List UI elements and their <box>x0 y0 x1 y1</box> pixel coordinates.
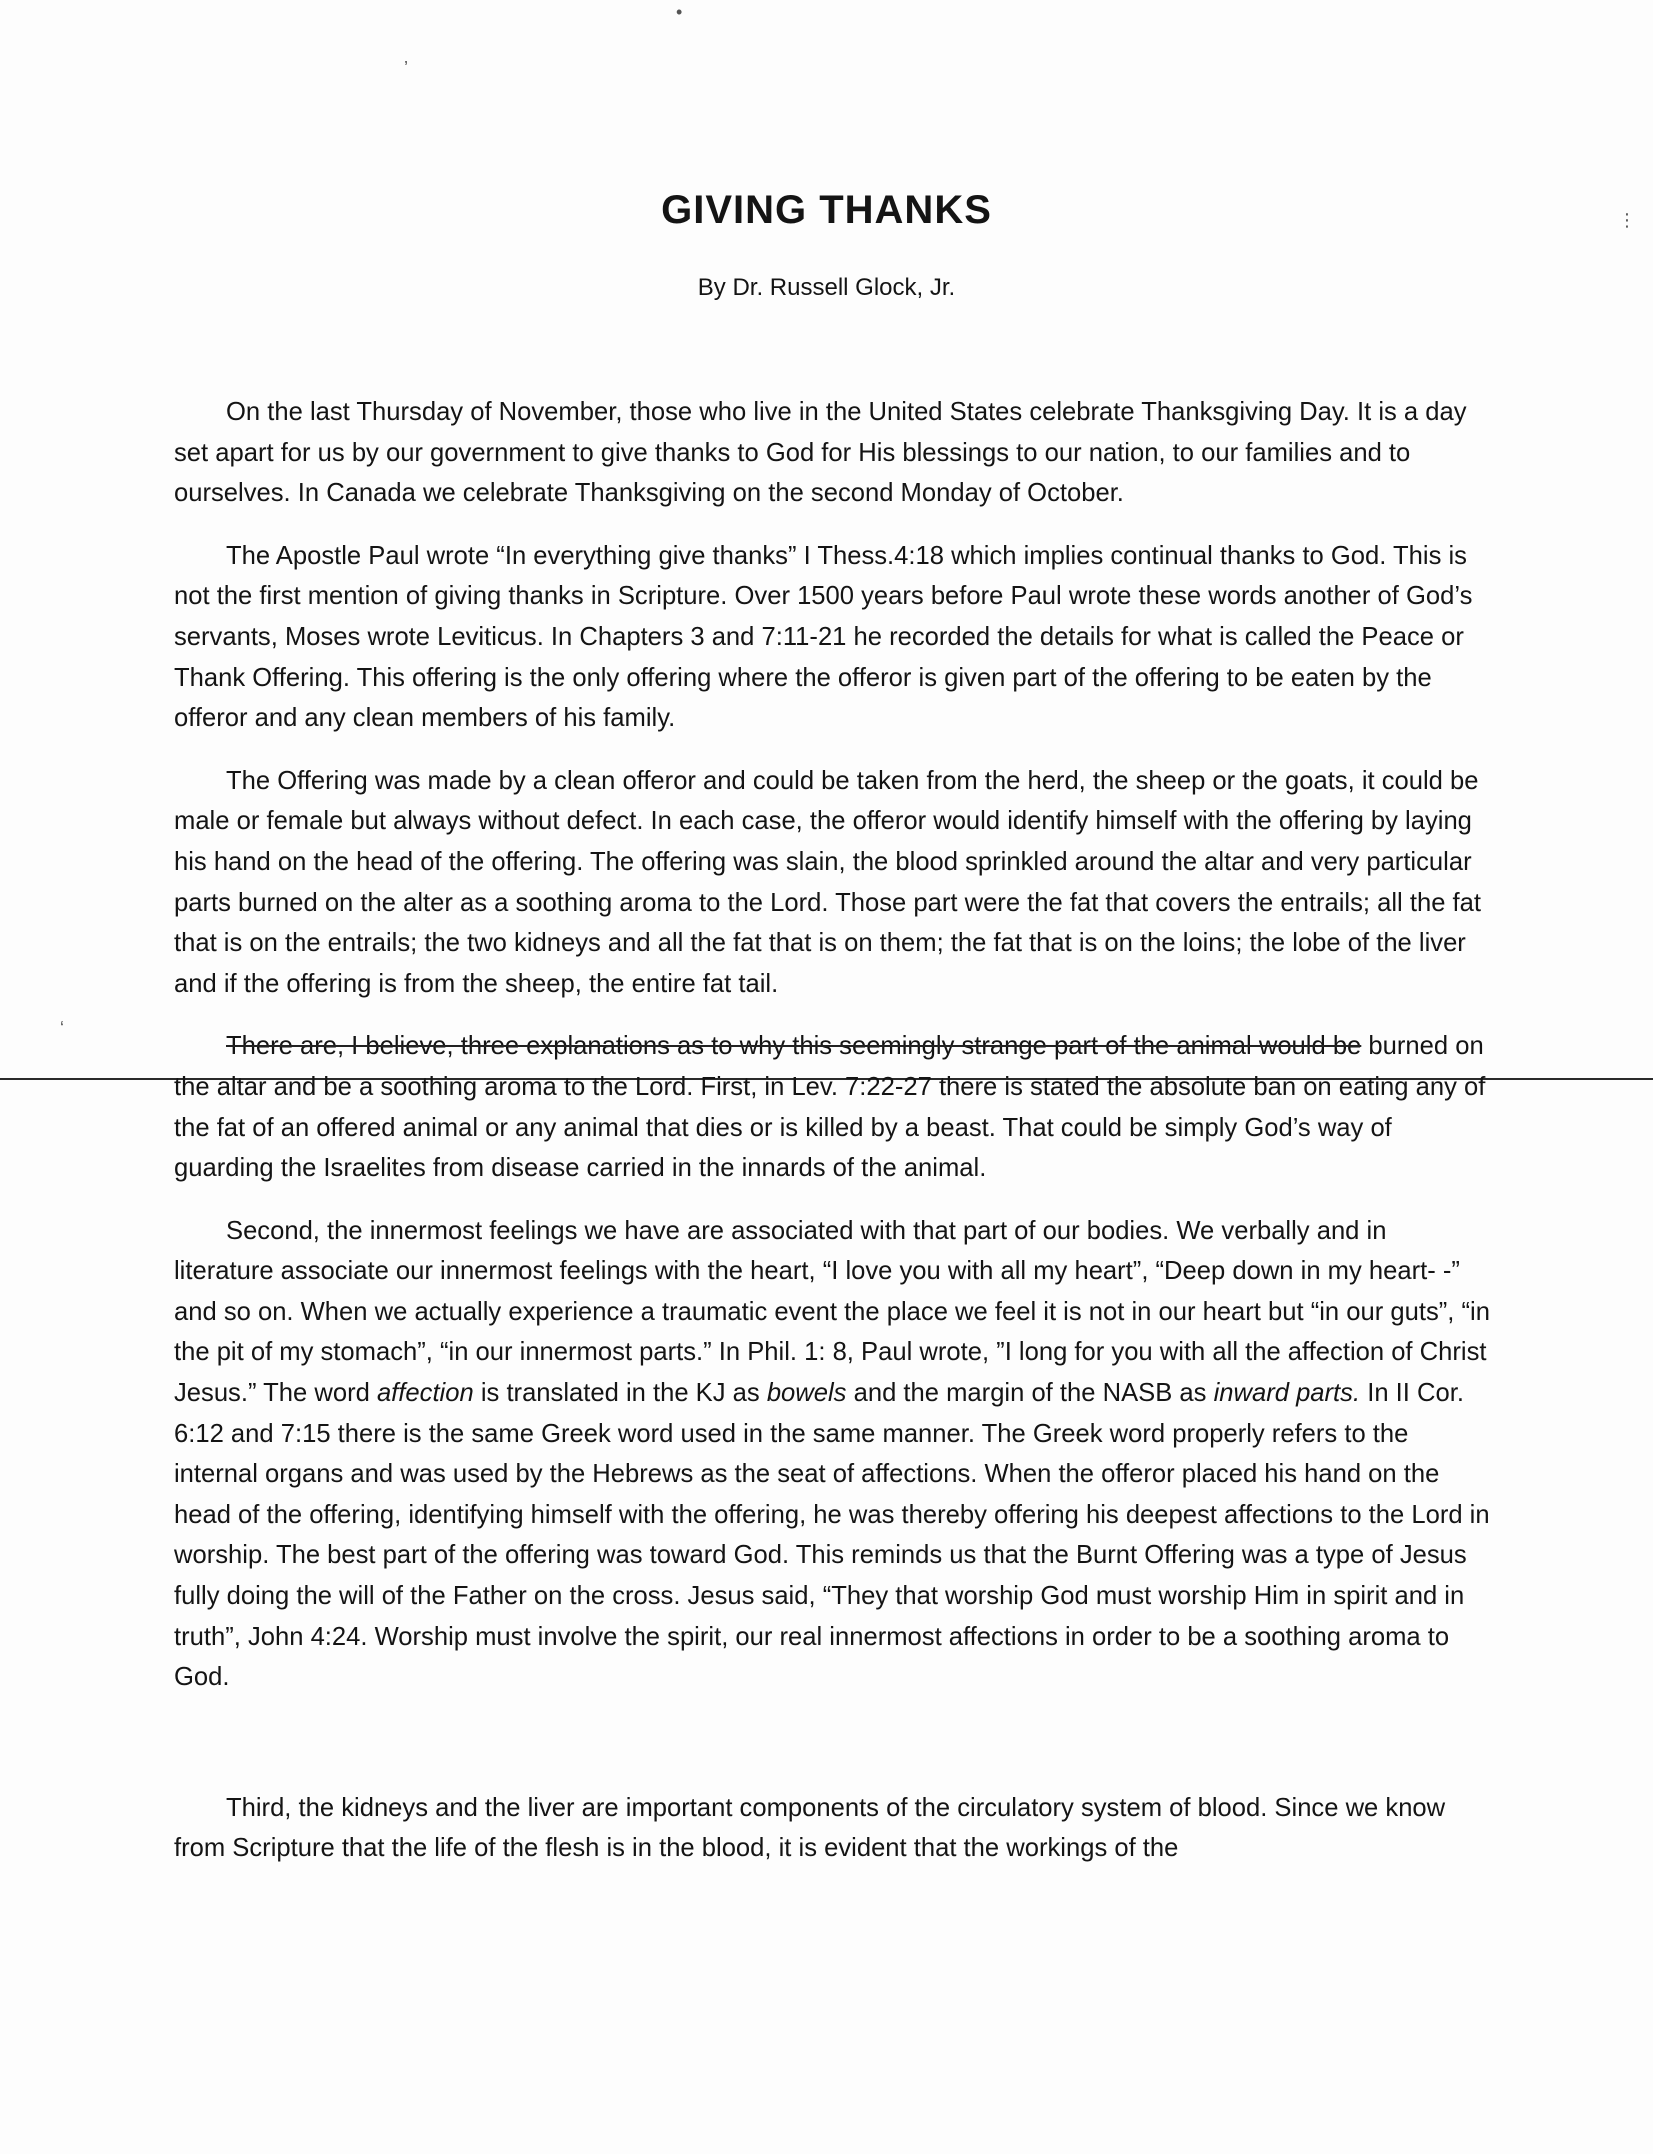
paragraph-5-part-3: and the margin of the NASB as <box>853 1379 1207 1408</box>
italic-term-inward-parts: inward parts. <box>1213 1379 1361 1408</box>
document-title: GIVING THANKS <box>661 188 992 232</box>
italic-term-bowels: bowels <box>766 1379 847 1408</box>
paragraph-5 <box>174 1211 1490 1698</box>
scan-speck-icon: • <box>676 2 683 22</box>
paragraph-4-text: burned on the altar and be a soothing aroma to the Lord. First, in Lev. 7:22-27 there is stated the absolute ban on eating any of the fat of an offered animal or any animal that dies or is killed by a beast. That could be simply God’s way of guarding the Israelites from disease carried in the innards of the animal. <box>174 1032 1486 1183</box>
paragraph-5-part-2: is translated in the KJ as <box>480 1379 760 1408</box>
paragraph-6: Third, the kidneys and the liver are important components of the circulatory system of blood. Since we know from Scripture that the life of the flesh is in the blood, it is evident that the workings of the <box>174 1793 1446 1863</box>
paragraph-1: On the last Thursday of November, those who live in the United States celebrate Thanksgiving Day. It is a day set apart for us by our government to give thanks to God for His blessings to our nation, to our families and to ourselves. In Canada we celebrate Thanksgiving on the second Monday of October. <box>174 398 1467 508</box>
paragraph-5-part-1: Second, the innermost feelings we have are associated with that part of our bodies. We verbally and in literature associate our innermost feelings with the heart, “I love you with all my heart”, “Deep down in my heart- -” and so on. When we actually experience a traumatic event the place we feel it is not in our heart but “in our guts”, “in the pit of my stomach”, “in our innermost parts.” In Phil. 1: 8, Paul wrote, ”I long for you with all the affection of Christ Jesus.” The word <box>174 1216 1490 1408</box>
scan-speck-icon: ‘ <box>60 1018 64 1038</box>
paragraph-4 <box>174 1026 1490 1188</box>
paragraph-3: The Offering was made by a clean offeror and could be taken from the herd, the sheep or the goats, it could be male or female but always without defect. In each case, the offeror would identify himself with the offering by laying his hand on the head of the offering. The offering was slain, the blood sprinkled around the altar and very particular parts burned on the alter as a soothing aroma to the Lord. Those part were the fat that covers the entrails; all the fat that is on the entrails; the two kidneys and all the fat that is on them; the fat that is on the loins; the lobe of the liver and if the offering is from the sheep, the entire fat tail. <box>174 766 1481 998</box>
scan-speck-icon: ’ <box>404 58 408 78</box>
document-body <box>174 392 1490 1891</box>
paragraph-5-part-4: In II Cor. 6:12 and 7:15 there is the same Greek word used in the same manner. The Greek word properly refers to the internal organs and was used by the Hebrews as the seat of affections. When the offeror placed his hand on the head of the offering, identifying himself with the offering, he was thereby offering his deepest affections to the Lord in worship. The best part of the offering was toward God. This reminds us that the Burnt Offering was a type of Jesus fully doing the will of the Father on the cross. Jesus said, “They that worship God must worship Him in spirit and in truth”, John 4:24. Worship must involve the spirit, our real innermost affections in order to be a soothing aroma to God. <box>174 1379 1490 1692</box>
paragraph-2: The Apostle Paul wrote “In everything give thanks” I Thess.4:18 which implies continual thanks to God. This is not the first mention of giving thanks in Scripture. Over 1500 years before Paul wrote these words another of God’s servants, Moses wrote Leviticus. In Chapters 3 and 7:11-21 he recorded the details for what is called the Peace or Thank Offering. This offering is the only offering where the offeror is given part of the offering to be eaten by the offeror and any clean members of his family. <box>174 541 1473 733</box>
italic-term-affection: affection <box>376 1379 474 1408</box>
struck-line: There are, I believe, three explanations as to why this seemingly strange part of the animal would be <box>226 1032 1362 1061</box>
scan-speck-icon: ⋮ <box>1618 210 1636 230</box>
document-author: By Dr. Russell Glock, Jr. <box>697 274 956 301</box>
